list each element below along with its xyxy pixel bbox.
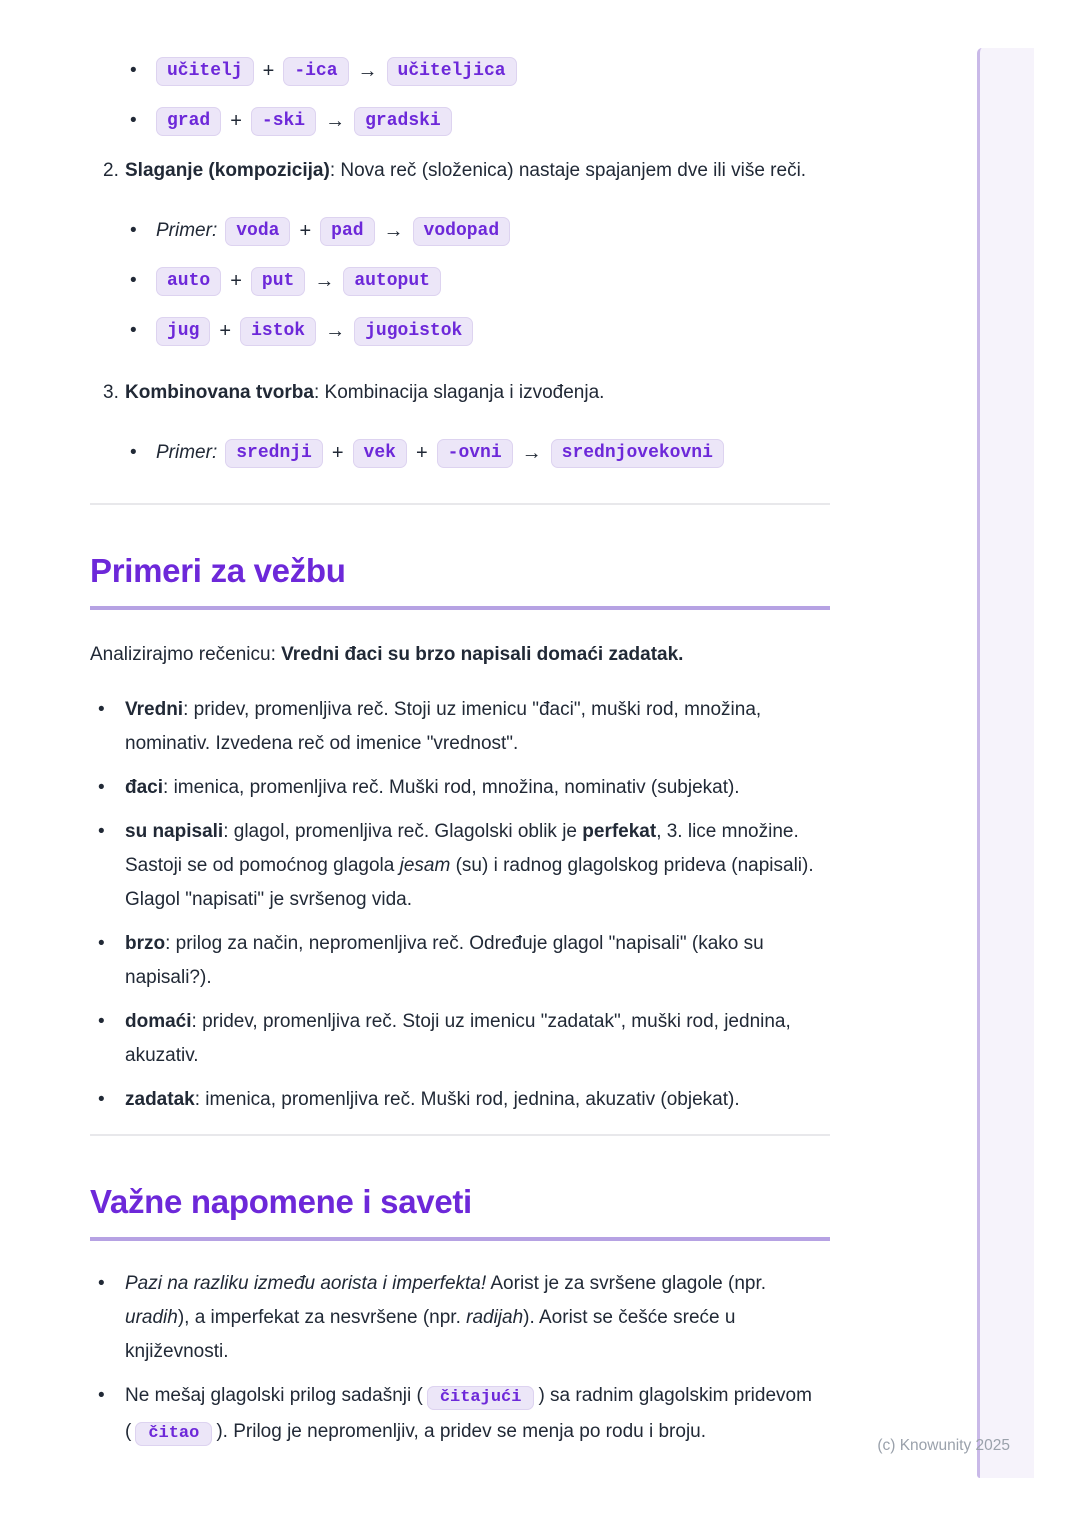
analysis-item-daci — [90, 771, 830, 805]
code-badge: • grad — [156, 107, 221, 136]
plus-operator: + — [230, 110, 242, 132]
italic-lead: Pazi na razliku između aorista i imperfekta! — [125, 1273, 487, 1294]
primer-label: • Primer: — [156, 442, 218, 463]
plus-operator: + — [299, 220, 312, 242]
text-segment: Aorist je za svršene glagole (npr. — [486, 1273, 767, 1294]
analysis-item-su-napisali — [90, 815, 830, 917]
plus-operator: + — [230, 270, 242, 292]
text-segment: , 3. lice množine. Sastoji se od pomoćnog glagola — [125, 821, 799, 876]
intro-paragraph — [90, 638, 830, 672]
code-badge-result: srednjovekovni — [551, 439, 724, 468]
code-badge: • jug — [156, 317, 210, 346]
term-bold: Kombinovana tvorba — [125, 382, 314, 403]
term-bold: zadatak — [125, 1089, 195, 1110]
composition-example-row — [130, 264, 830, 298]
arrow-operator: → — [325, 110, 346, 132]
code-badge-result: vodopad — [413, 217, 511, 246]
primer-label: • Primer: — [156, 220, 218, 241]
arrow-operator: → — [314, 270, 335, 292]
code-badge-result: autoput — [343, 267, 441, 296]
plus-operator: + — [331, 442, 344, 464]
section-heading-napomene: Važne napomene i saveti — [90, 1180, 830, 1241]
term-rest: : imenica, promenljiva reč. Muški rod, jednina, akuzativ (objekat). — [194, 1089, 740, 1110]
term-bold: đaci — [125, 777, 164, 798]
analysis-bullet-list — [90, 693, 830, 1117]
notes-bullet-list — [90, 1267, 830, 1451]
bold-segment: perfekat — [582, 821, 657, 842]
code-badge-result: učiteljica — [387, 57, 517, 86]
term-rest: : pridev, promenljiva reč. Stoji uz imenicu "zadatak", muški rod, jednina, akuzativ. — [125, 1011, 791, 1066]
term-bold: Slaganje (kompozicija) — [125, 160, 330, 181]
text-segment: ). Prilog je nepromenljiv, a pridev se menja po rodu i broju. — [216, 1421, 707, 1442]
plus-operator: + — [262, 60, 275, 82]
code-badge: voda — [225, 217, 290, 246]
arrow-operator: → — [325, 320, 346, 342]
analysis-item-domaci — [90, 1005, 830, 1073]
plus-operator: + — [219, 320, 232, 342]
text-segment: Ne mešaj glagolski prilog sadašnji ( — [125, 1385, 423, 1406]
section-divider — [90, 1134, 830, 1136]
next-page-edge[interactable] — [977, 48, 1034, 1478]
analysis-item-brzo — [90, 927, 830, 995]
arrow-operator: → — [383, 220, 404, 242]
code-badge: pad — [320, 217, 374, 246]
term-bold: domaći — [125, 1011, 192, 1032]
code-badge: srednji — [225, 439, 323, 468]
section-divider — [90, 503, 830, 505]
combined-example-row — [130, 436, 830, 470]
derivation-example-row — [130, 104, 830, 138]
code-badge: -ica — [283, 57, 348, 86]
text-segment: ). Aorist se češće sreće u književnosti. — [125, 1307, 736, 1362]
document-content — [90, 40, 830, 1461]
code-badge-result: jugoistok — [354, 317, 473, 346]
term-rest: : Nova reč (složenica) nastaje spajanjem dve ili više reči. — [329, 160, 807, 181]
code-badge: • učitelj — [156, 57, 254, 86]
code-badge: • auto — [156, 267, 221, 296]
italic-segment: jesam — [399, 855, 451, 876]
note-item-glagolski-prilog — [90, 1379, 830, 1451]
text-segment: ) sa radnim glagolskim pridevom ( — [125, 1385, 812, 1442]
arrow-operator: → — [521, 442, 542, 464]
composition-example-row — [130, 314, 830, 348]
analysis-item-zadatak — [90, 1083, 830, 1117]
combined-example-list — [125, 436, 830, 470]
list-number: 3. — [103, 382, 119, 403]
intro-lead: Analizirajmo rečenicu: — [90, 644, 282, 665]
text-segment: : glagol, promenljiva reč. Glagolski oblik je — [223, 821, 583, 842]
code-badge: -ski — [251, 107, 316, 136]
term-bold: brzo — [125, 933, 166, 954]
copyright-note: (c) Knowunity 2025 — [877, 1437, 1010, 1454]
composition-example-row — [130, 214, 830, 248]
term-bold: su napisali — [125, 821, 224, 842]
italic-segment: uradih — [125, 1307, 178, 1328]
text-segment: ), a imperfekat za nesvršene (npr. — [177, 1307, 467, 1328]
code-badge: -ovni — [437, 439, 513, 468]
composition-example-list — [125, 214, 830, 348]
list-item-kombinovana — [90, 376, 830, 486]
code-badge-result: gradski — [354, 107, 452, 136]
plus-operator: + — [415, 442, 428, 464]
derivation-example-list — [90, 54, 830, 138]
code-badge: vek — [353, 439, 407, 468]
term-rest: : imenica, promenljiva reč. Muški rod, množina, nominativ (subjekat). — [163, 777, 740, 798]
arrow-operator: → — [357, 60, 378, 82]
list-item-slaganje — [90, 154, 830, 364]
derivation-example-row — [130, 54, 830, 88]
term-rest: : Kombinacija slaganja i izvođenja. — [313, 382, 605, 403]
inline-code-badge: čitao — [135, 1422, 212, 1446]
list-item-text — [125, 376, 830, 410]
intro-sentence-bold: Vredni đaci su brzo napisali domaći zadatak. — [281, 644, 684, 665]
text-segment: (su) i radnog glagolskog prideva (napisali). Glagol "napisati" je svršenog vida. — [125, 855, 814, 910]
term-bold: Vredni — [125, 699, 184, 720]
list-item-text — [125, 154, 830, 188]
note-item-aorist — [90, 1267, 830, 1369]
list-number: 2. — [103, 160, 119, 181]
code-badge: istok — [240, 317, 316, 346]
term-rest: : pridev, promenljiva reč. Stoji uz imenicu "đaci", muški rod, množina, nominativ. Izvedena reč od imenice "vrednost". — [125, 699, 762, 754]
section-heading-primeri: Primeri za vežbu — [90, 549, 830, 610]
term-rest: : prilog za način, nepromenljiva reč. Određuje glagol "napisali" (kako su napisali?). — [125, 933, 764, 988]
code-badge: put — [251, 267, 305, 296]
inline-code-badge: čitajući — [427, 1386, 535, 1410]
italic-segment: radijah — [466, 1307, 524, 1328]
analysis-item-vredni — [90, 693, 830, 761]
word-formation-list — [90, 154, 830, 486]
